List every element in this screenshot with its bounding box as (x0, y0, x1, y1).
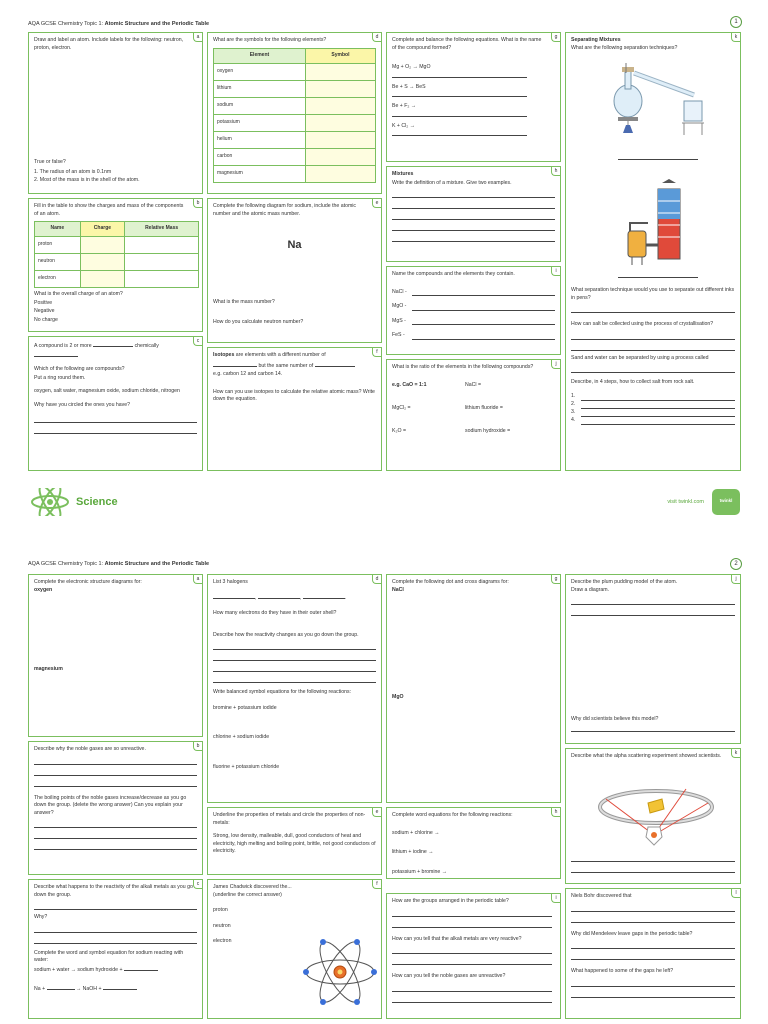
answer-line[interactable] (392, 231, 555, 242)
reaction: fluorine + potassium chloride (213, 763, 280, 770)
worksheet-page-2 (0, 548, 768, 1024)
instruction: Complete word equations for the following reactions: (392, 812, 513, 818)
symbol-cell[interactable] (305, 63, 375, 80)
question: James Chadwick discovered the... (213, 884, 292, 890)
answer-blank[interactable] (47, 984, 75, 990)
instruction: What is the ratio of the elements in the following compounds? (392, 364, 534, 370)
question: Write balanced symbol equations for the following reactions: (213, 689, 352, 696)
answer-line[interactable] (34, 817, 197, 828)
reaction: sodium + chlorine → (392, 829, 440, 836)
section-tag: c (193, 337, 202, 346)
question: How are the groups arranged in the periodic table? (392, 898, 509, 904)
answer-blank[interactable] (124, 965, 158, 971)
answer-line[interactable] (571, 605, 735, 616)
section-f-isotopes: f Isotopes are elements with a different number of but the same number of e.g. carbon 12 and carbon 14. How can you use isotopes to calculate the relative atomic mass? Write down the equation. (207, 347, 382, 471)
answer-line[interactable] (34, 776, 197, 787)
symbols-table (213, 48, 376, 183)
answer-line[interactable] (571, 862, 735, 873)
answer-line[interactable] (571, 329, 735, 340)
statement-1: 1. The radius of an atom is 0.1nm (34, 168, 112, 175)
reaction: chlorine + sodium iodide (213, 734, 270, 741)
question: Which of the following are compounds? (34, 366, 125, 373)
section-a-electronic-structure (28, 574, 203, 737)
table-row: carbon (214, 148, 376, 165)
question: Niels Bohr discovered that (571, 893, 632, 899)
reaction: lithium + iodine → (392, 849, 434, 856)
question: How many electrons do they have in their outer shell? (213, 610, 337, 617)
section-tag: k (731, 749, 740, 758)
answer-line[interactable] (571, 938, 735, 949)
section-a-atom-diagram (28, 32, 203, 194)
section-tag: i (551, 894, 560, 903)
symbol-cell[interactable] (305, 165, 375, 182)
question: How can salt be collected using the process of crystallisation? (571, 321, 714, 328)
question: What are the following separation techniques? (571, 44, 678, 51)
answer-line[interactable] (571, 949, 735, 960)
section-h-mixtures (386, 166, 561, 262)
section-tag: d (372, 33, 381, 42)
element-symbol: Na (287, 239, 302, 252)
section-g-balance-equations (386, 32, 561, 162)
section-tag: a (193, 575, 202, 584)
answer-line[interactable] (213, 639, 376, 650)
section-tag: e (372, 808, 381, 817)
subatomic-table (34, 221, 199, 288)
answer-line[interactable] (392, 917, 552, 928)
question: How do you calculate neutron number? (213, 319, 304, 325)
section-tag: e (372, 199, 381, 208)
instruction: Complete and balance the following equations. What is the name of the compound formed? (392, 37, 542, 51)
answer-line[interactable] (392, 981, 552, 992)
answer-line[interactable] (392, 187, 555, 198)
answer-line[interactable] (34, 423, 197, 434)
symbol-cell[interactable] (305, 148, 375, 165)
answer-line[interactable] (412, 305, 555, 311)
fractional-distillation-icon (618, 179, 698, 269)
question: Why did scientists believe this model? (571, 716, 659, 722)
answer-line[interactable] (571, 987, 735, 998)
element-label: magnesium (34, 666, 63, 672)
instruction: Fill in the table to show the charges and mass of the components of an atom. (34, 203, 184, 217)
section-title: Mixtures (392, 171, 414, 177)
answer-line[interactable] (392, 220, 555, 231)
answer-line[interactable] (34, 839, 197, 850)
answer-line[interactable] (34, 933, 197, 944)
answer-line[interactable] (412, 334, 555, 340)
option[interactable]: neutron (213, 922, 231, 929)
answer-line[interactable] (412, 290, 555, 296)
question: Draw a diagram. (571, 586, 610, 593)
statement-2: 2. Most of the mass is in the shell of the atom. (34, 177, 140, 184)
answer-line[interactable] (392, 992, 552, 1003)
question: Describe how the reactivity changes as you go down the group. (213, 631, 359, 638)
table-row: neutron (35, 254, 199, 271)
section-d-element-symbols (207, 32, 382, 194)
answer-line[interactable] (392, 91, 527, 97)
answer-line[interactable] (571, 912, 735, 923)
question: Describe the plum pudding model of the atom. (571, 579, 678, 585)
section-tag: g (551, 33, 560, 42)
section-tag: j (731, 575, 740, 584)
answer-line[interactable] (392, 111, 527, 117)
table-row: oxygen (214, 63, 376, 80)
footer-link[interactable]: visit twinkl.com (667, 499, 704, 505)
section-tag: f (372, 880, 381, 889)
answer-line[interactable] (392, 72, 527, 78)
question: What is the mass number? (213, 299, 275, 305)
section-h-word-equations (386, 807, 561, 879)
answer-blank[interactable] (258, 593, 300, 599)
answer-blank[interactable] (303, 593, 345, 599)
distillation-apparatus-icon (606, 59, 716, 139)
question: What is the overall charge of an atom? (34, 291, 123, 298)
equation: K + Cl₂ → (392, 122, 415, 129)
question: Why? (34, 914, 48, 921)
table-row: lithium (214, 80, 376, 97)
reaction: potassium + bromine → (392, 868, 447, 875)
option: No charge (34, 316, 58, 323)
footer-brand: Science (76, 496, 118, 508)
section-tag: d (372, 575, 381, 584)
question: What happened to some of the gaps he left? (571, 968, 674, 975)
question: Why have you circled the ones you have? (34, 401, 131, 408)
option[interactable]: proton (213, 907, 228, 914)
compound-label: NaCl (392, 586, 404, 593)
section-tag: f (372, 348, 381, 357)
question: Underline the properties of metals and circle the properties of non-metals: (213, 812, 366, 826)
answer-line[interactable] (34, 828, 197, 839)
question: Describe what happens to the reactivity of the alkali metals as you go down the group. (34, 884, 193, 898)
answer-line[interactable] (571, 901, 735, 912)
answer-line[interactable] (392, 906, 552, 917)
question: How can you tell that the alkali metals are very reactive? (392, 935, 522, 942)
section-e-metal-properties (207, 807, 382, 875)
section-k-separating-mixtures: k Separating Mixtures What are the following separation techniques? What separation technique would you use to separate out different inks in pens? How can salt be collected using the process of crystallisation? Sand and water can be separated by using a process called Describe, in 4 steps, how to collect salt from rock salt. 1. 2. 3. 4. (565, 32, 741, 471)
instruction: Complete the electronic structure diagrams for: (34, 579, 142, 585)
page-number: 1 (730, 16, 742, 28)
instruction: Complete the following dot and cross diagrams for: (392, 579, 509, 585)
answer-line[interactable] (213, 650, 376, 661)
instruction: Draw and label an atom. Include labels for the following: neutron, proton, electron. (34, 37, 184, 51)
answer-line[interactable] (581, 419, 735, 425)
instruction: Complete the following diagram for sodium, include the atomic number and the atomic mass number. (213, 203, 357, 217)
table-row: proton (35, 237, 199, 254)
answer-line[interactable] (34, 754, 197, 765)
col-header: Charge (80, 222, 125, 237)
equation: Mg + O₂ → MgO (392, 64, 431, 71)
table-row: helium (214, 131, 376, 148)
mass-cell[interactable] (125, 254, 199, 271)
answer-line[interactable] (392, 130, 527, 136)
answer-line[interactable] (34, 922, 197, 933)
answer-blank[interactable] (213, 361, 257, 367)
answer-line[interactable] (571, 851, 735, 862)
charge-cell[interactable] (80, 254, 125, 271)
section-b-noble-gases (28, 741, 203, 875)
section-b-subatomic-table (28, 198, 203, 332)
section-tag: l (731, 889, 740, 898)
section-i-compound-elements: i Name the compounds and the elements they contain. NaCl - MgO - MgS - FeS - (386, 266, 561, 355)
answer-line[interactable] (213, 661, 376, 672)
equation: Be + S → BeS (392, 83, 426, 90)
col-header: Symbol (305, 48, 375, 63)
charge-cell[interactable] (80, 237, 125, 254)
atom-model-icon (300, 932, 380, 1012)
section-j-ratios: j What is the ratio of the elements in the following compounds? e.g. CaO = 1:1 NaCl = MgCl₂ = lithium fluoride = K₂O = sodium hydroxide = (386, 359, 561, 471)
question: Describe why the noble gases are so unreactive. (34, 746, 146, 752)
properties-list: Strong, low density, malleable, dull, good conductors of heat and electricity, high melting and boiling point, brittle, not good conductors of electricity. (213, 833, 376, 855)
option[interactable]: electron (213, 938, 232, 945)
question: (underline the correct answer) (213, 891, 282, 898)
answer-line[interactable] (34, 412, 197, 423)
page-number: 2 (730, 558, 742, 570)
question: Complete the word and symbol equation for sodium reacting with water: (34, 949, 184, 964)
true-false-heading: True or false? (34, 159, 66, 165)
question: Describe what the alpha scattering experiment showed scientists. (571, 753, 722, 759)
section-d-halogens: d List 3 halogens , , . How many electrons do they have in their outer shell? Describe how the reactivity changes as you go down the group. Write balanced symbol equations for the following reactions: bromine + potassium iodide chlorine + sodium iodide fluorine + potassium chloride (207, 574, 382, 803)
section-tag: b (193, 742, 202, 751)
question: How can you tell the noble gases are unreactive? (392, 973, 506, 980)
page-header: AQA GCSE Chemistry Topic 1: Atomic Structure and the Periodic Table (28, 561, 210, 567)
answer-line[interactable] (34, 899, 197, 910)
question: Put a ring round them. (34, 374, 86, 381)
section-tag: h (551, 808, 560, 817)
section-tag: h (551, 167, 560, 176)
answer-line[interactable] (581, 411, 735, 417)
answer-line[interactable] (392, 198, 555, 209)
table-row: electron (35, 271, 199, 288)
section-c-compounds: c A compound is 2 or more chemically Which of the following are compounds? Put a ring round them. oxygen, salt water, magnesium oxide, sodium chloride, nitrogen Why have you circled the ones you have? (28, 336, 203, 471)
answer-line[interactable] (581, 395, 735, 401)
section-e-sodium-diagram (207, 198, 382, 343)
col-header: Name (35, 222, 81, 237)
col-header: Relative Mass (125, 222, 199, 237)
question: How can you use isotopes to calculate the relative atomic mass? Write down the equation. (213, 388, 375, 403)
atom-logo-icon (28, 488, 72, 516)
section-l-bohr-mendeleev (565, 888, 741, 1019)
section-i-periodic-table (386, 893, 561, 1019)
option: Positive (34, 299, 53, 306)
answer-line[interactable] (618, 149, 698, 160)
symbol-cell[interactable] (305, 80, 375, 97)
answer-line[interactable] (571, 362, 735, 373)
answer-blank[interactable] (213, 593, 255, 599)
section-title: Separating Mixtures (571, 37, 621, 43)
instruction: Name the compounds and the elements they contain. (392, 271, 515, 277)
question: Sand and water can be separated by using a process called (571, 354, 709, 361)
question: The boiling points of the noble gases increase/decrease as you go down the group. (delete the wrong answer) Can you explain your answer? (34, 794, 187, 816)
option: Negative (34, 308, 55, 315)
answer-blank[interactable] (315, 361, 355, 367)
question: What separation technique would you use to separate out different inks in pens? (571, 287, 735, 301)
section-tag: c (193, 880, 202, 889)
section-j-plum-pudding (565, 574, 741, 744)
section-g-dot-cross (386, 574, 561, 803)
question: Describe, in 4 steps, how to collect salt from rock salt. (571, 379, 695, 386)
symbol-cell[interactable] (305, 131, 375, 148)
answer-line[interactable] (571, 594, 735, 605)
table-row: sodium (214, 97, 376, 114)
symbol-cell[interactable] (305, 114, 375, 131)
mass-cell[interactable] (125, 237, 199, 254)
compound-list: oxygen, salt water, magnesium oxide, sodium chloride, nitrogen (34, 388, 180, 395)
answer-line[interactable] (571, 340, 735, 351)
answer-line[interactable] (392, 954, 552, 965)
symbol-cell[interactable] (305, 97, 375, 114)
equation: Be + F₂ → (392, 103, 417, 110)
table-row: magnesium (214, 165, 376, 182)
answer-line[interactable] (571, 302, 735, 313)
answer-line[interactable] (392, 943, 552, 954)
reaction: bromine + potassium iodide (213, 704, 277, 711)
answer-line[interactable] (571, 976, 735, 987)
section-f-chadwick (207, 879, 382, 1019)
element-label: oxygen (34, 586, 53, 593)
answer-line[interactable] (213, 672, 376, 683)
question: Why did Mendeleev leave gaps in the periodic table? (571, 930, 693, 937)
answer-line[interactable] (618, 267, 698, 278)
section-k-alpha-scattering (565, 748, 741, 884)
answer-line[interactable] (34, 765, 197, 776)
section-tag: b (193, 199, 202, 208)
col-header: Element (214, 48, 306, 63)
instruction: What are the symbols for the following elements? (213, 37, 327, 43)
answer-line[interactable] (581, 403, 735, 409)
answer-blank[interactable] (103, 984, 137, 990)
compound-label: MgO (392, 694, 404, 700)
section-tag: k (731, 33, 740, 42)
section-c-alkali-metals: c Describe what happens to the reactivity of the alkali metals as you go down the group. Why? Complete the word and symbol equation for sodium reacting with water: sodium + water → sodium hydroxide + Na + → NaOH + (28, 879, 203, 1019)
page-header: AQA GCSE Chemistry Topic 1: Atomic Structure and the Periodic Table (28, 21, 210, 27)
section-tag: i (551, 267, 560, 276)
example: e.g. CaO = 1:1 (392, 381, 427, 388)
question: List 3 halogens (213, 579, 248, 585)
mass-cell[interactable] (125, 271, 199, 288)
section-tag: j (551, 360, 560, 369)
instruction: Write the definition of a mixture. Give two examples. (392, 179, 512, 186)
table-row: potassium (214, 114, 376, 131)
section-tag: a (193, 33, 202, 42)
answer-line[interactable] (412, 319, 555, 325)
answer-blank[interactable] (93, 341, 133, 347)
twinkl-logo: twinkl (712, 489, 740, 515)
answer-blank[interactable] (34, 351, 78, 357)
page-footer (0, 487, 768, 517)
answer-line[interactable] (571, 721, 735, 732)
alpha-scattering-apparatus-icon (596, 775, 716, 855)
section-tag: g (551, 575, 560, 584)
charge-cell[interactable] (80, 271, 125, 288)
answer-line[interactable] (392, 209, 555, 220)
